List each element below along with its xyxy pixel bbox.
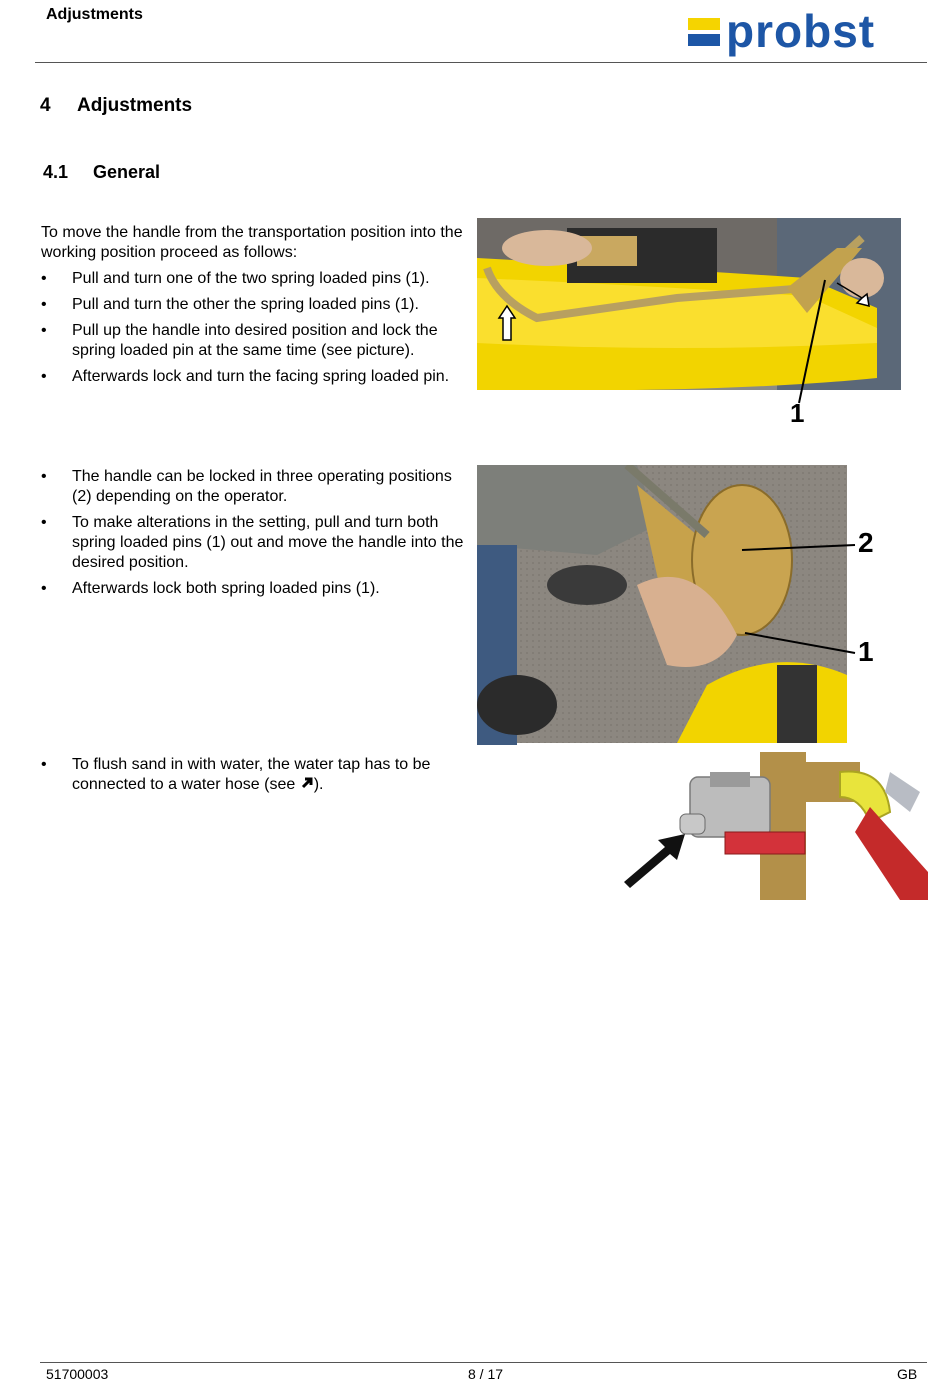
list-item: • Pull and turn one of the two spring loaded pins (1). — [41, 270, 430, 287]
photo2-callout-label-1: 1 — [858, 636, 874, 667]
subsection-title: General — [93, 162, 161, 182]
probst-logo — [688, 5, 920, 58]
list-item: • Pull and turn the other the spring loaded pins (1). — [41, 296, 419, 313]
water-tap-illustration — [620, 752, 928, 900]
list-item-text: Afterwards lock and turn the facing spring loaded pin. — [72, 368, 450, 385]
list-item-text: Afterwards lock both spring loaded pins (1). — [72, 580, 380, 597]
list-item-text: Pull up the handle into desired position and lock the spring loaded pin at the same time (see picture). — [72, 322, 438, 359]
list-item-text-end: ). — [313, 776, 324, 793]
instruction-list-1 — [40, 269, 470, 393]
footer-doc-number: 51700003 — [46, 1366, 109, 1382]
list-item-text: To make alterations in the setting, pull and turn both spring loaded pins (1) out and move the handle into the desired position. — [72, 514, 464, 571]
instruction-list-3 — [40, 755, 470, 801]
list-item: • Afterwards lock both spring loaded pins (1). — [41, 580, 380, 597]
instruction-list-2 — [40, 467, 470, 605]
header-title: Adjustments — [46, 6, 143, 23]
arrow-reference-icon — [300, 776, 314, 790]
handle-position-photo — [477, 465, 897, 745]
list-item-text: Pull and turn the other the spring loaded pins (1). — [72, 296, 419, 313]
logo-mark-icon — [688, 18, 720, 50]
footer-language: GB — [897, 1366, 918, 1382]
list-item-text: Pull and turn one of the two spring loaded pins (1). — [72, 270, 430, 287]
list-item-text: The handle can be locked in three operating positions (2) depending on the operator. — [72, 468, 452, 505]
section-heading — [40, 95, 192, 117]
list-item-text: To flush sand in with water, the water tap has to be connected to a water hose (see — [72, 756, 431, 793]
list-item: • Afterwards lock and turn the facing spring loaded pin. — [41, 368, 450, 385]
photo2-callout-label-2: 2 — [858, 527, 874, 558]
list-item: • Pull up the handle into desired position and lock the spring loaded pin at the same time (see picture). — [41, 322, 438, 359]
subsection-number: 4.1 — [43, 162, 69, 182]
list-item: • The handle can be locked in three operating positions (2) depending on the operator. — [41, 468, 452, 505]
section-title: Adjustments — [77, 95, 193, 116]
list-item: • To flush sand in with water, the water tap has to be connected to a water hose (see ). — [41, 756, 431, 793]
footer-divider — [40, 1362, 927, 1363]
header-divider — [35, 62, 927, 63]
logo-text: probst — [726, 5, 876, 57]
photo1-callout-label: 1 — [790, 398, 805, 428]
section-number: 4 — [40, 95, 51, 116]
intro-paragraph: To move the handle from the transportation position into the working position proceed as follows: — [41, 224, 463, 261]
footer-page-number: 8 / 17 — [468, 1366, 504, 1382]
list-item: • To make alterations in the setting, pull and turn both spring loaded pins (1) out and move the handle into the desired position. — [41, 514, 464, 571]
handle-transport-photo — [477, 218, 901, 430]
subsection-heading — [43, 162, 160, 183]
